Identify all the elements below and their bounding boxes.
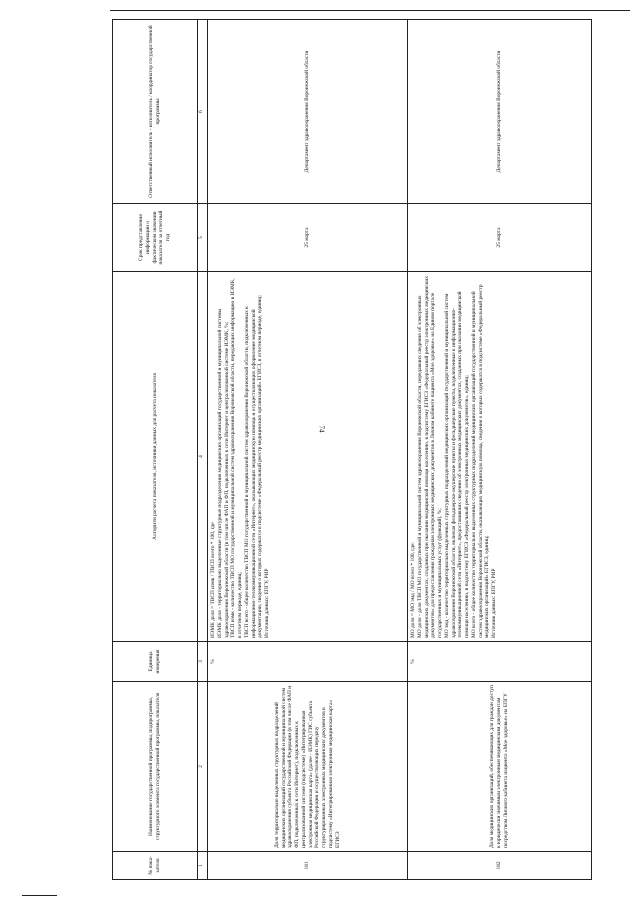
algorithm-line: ТВСП иэмк - количество ТВСП МО государственной и муниципальной систем здравоохранения Воронежской области, передающих информацию в ИЭМК, в отчетном периоде, единиц; [230,278,243,638]
algorithm-line: ИЭМК доля - территориально выделенные структурные подразделения медицинских организаций государственной и муниципальной системы здравоохранения Воронежской области (в том числе ФАП и ФП, подключенных к сети Интернет и централизованной системе ИЭМК, %; [216,308,230,638]
indicator-name: Доля территориально выделенных структурных подразделений медицинских организаций государственной и муниципальной систем здравоохранения субъекта Российской Федерации (в том числе ФАП и ФП, подключенных к сети Интернет), подключенных к централизованной системе (подсистеме) «Интегрированная электронная медицинская карта» (далее - ИЭМК) ГИС субъекта Российской Федерации и осуществляющих передачу структурированных электронных медицинских документов в подсистему «Интегрированная электронная медицинская карта» ЕГИСЗ [208,682,408,852]
column-number: 4 [198,272,208,642]
algorithm-line: ИЭМК доля = ТВСП иэмк / ТВСП всего * 100, где [210,522,216,638]
column-number: 6 [198,20,208,204]
indicator-table [112,19,592,880]
indicator-unit: % [208,642,408,682]
algorithm-line: ТВСП всего - общее количество ТВСП МО государственной и муниципальной систем здравоохранения Воронежской области, подключенных к информационно-телекоммуникационной сети «Интернет», оказывающих медицинскую помощь и осуществляющих оформление медицинской документации, сведения о которых содержатся в подсистеме «Федеральный реестр медицинских организаций» ЕГИСЗ, в отчетном периоде, единиц; [243,295,264,638]
indicator-number: 182 [408,852,592,880]
column-number: 2 [198,682,208,852]
indicator-responsible: Департамент здравоохранения Воронежской области [408,20,592,204]
table-row [408,20,592,880]
indicator-deadline: 25 марта [408,204,592,272]
algorithm-line: МО эмд - количество территориально выделенных структурных подразделений медицинских организаций государственной и муниципальной систем здравоохранения Воронежской области, включая фельдшерско-акушерские пункты и фельдшерские пункты, подключенные к информационно-телекоммуникационной сети «Интернет», предоставивших сведения об электронных медицинских документах, созданных при оказании медицинской помощи населению, в подсистему ЕГИСЗ «Федеральный реестр электронных медицинских документов», единиц; [443,291,470,638]
table-row [208,20,408,880]
table-header-row [113,20,198,880]
header-deadline: Срок представления информации о фактическом значении показателя за отчетный год [113,204,198,272]
header-algorithm: Алгоритм расчета показателя, источники данных для расчета показателя [113,272,198,642]
algorithm-line: Источник данных: ЕПГУ, РИР [264,568,270,638]
header-number: № пока-зателя [113,852,198,880]
footnote-separator [22,895,57,896]
algorithm-line: МО всего - общее количество территориально выделенных структурных подразделений медицинских организаций государственной и муниципальной систем здравоохранения Воронежской области, оказывающих медицинскую помощь, сведения о которых содержатся в подсистеме «Федеральный реестр медицинских организаций» ЕГИСЗ, единиц; [470,284,491,638]
top-border-line [110,10,630,11]
algorithm-line: МО доля - доля ТВСП МО государственной и муниципальной систем здравоохранения Воронежской области, передавших сведения об электронных медицинских документах, созданных при оказании медицинской помощи населению, в подсистему ЕГИСЗ «Федеральный реестр электронных медицинских документов» для предоставления гражданам электронных медицинских документов в Личном кабинете пациента «Мое здоровье» на Едином портале государственных и муниципальных услуг (функций), %; [416,276,443,638]
column-number: 5 [198,204,208,272]
indicator-responsible: Департамент здравоохранения Воронежской области [208,20,408,204]
page-number: 74 [317,425,326,433]
algorithm-line: Источник данных: ЕПГУ, РИР [491,568,497,638]
column-number: 3 [198,642,208,682]
algorithm-line: МО доля = МО эмд / МО всего * 100, где: [410,542,416,638]
indicator-unit: % [408,642,592,682]
column-number-row [198,20,208,880]
header-responsible: Ответственный исполнитель - исполнитель / координатор государственной программы [113,20,198,204]
indicator-algorithm [408,272,592,642]
header-unit: Единица измерения [113,642,198,682]
indicator-algorithm [208,272,408,642]
indicator-number: 181 [208,852,408,880]
header-name: Наименование государственной программы, подпрограммы, структурного элемента государственной программы, показателя [113,682,198,852]
indicator-deadline: 25 марта [208,204,408,272]
rotated-table-container [112,20,592,880]
column-number: 1 [198,852,208,880]
indicator-name: Доля медицинских организаций, обеспечивающих для граждан доступ к юридически значимым электронным медицинским документам посредством Личного кабинета пациента «Мое здоровье» на ЕПГУ [408,682,592,852]
